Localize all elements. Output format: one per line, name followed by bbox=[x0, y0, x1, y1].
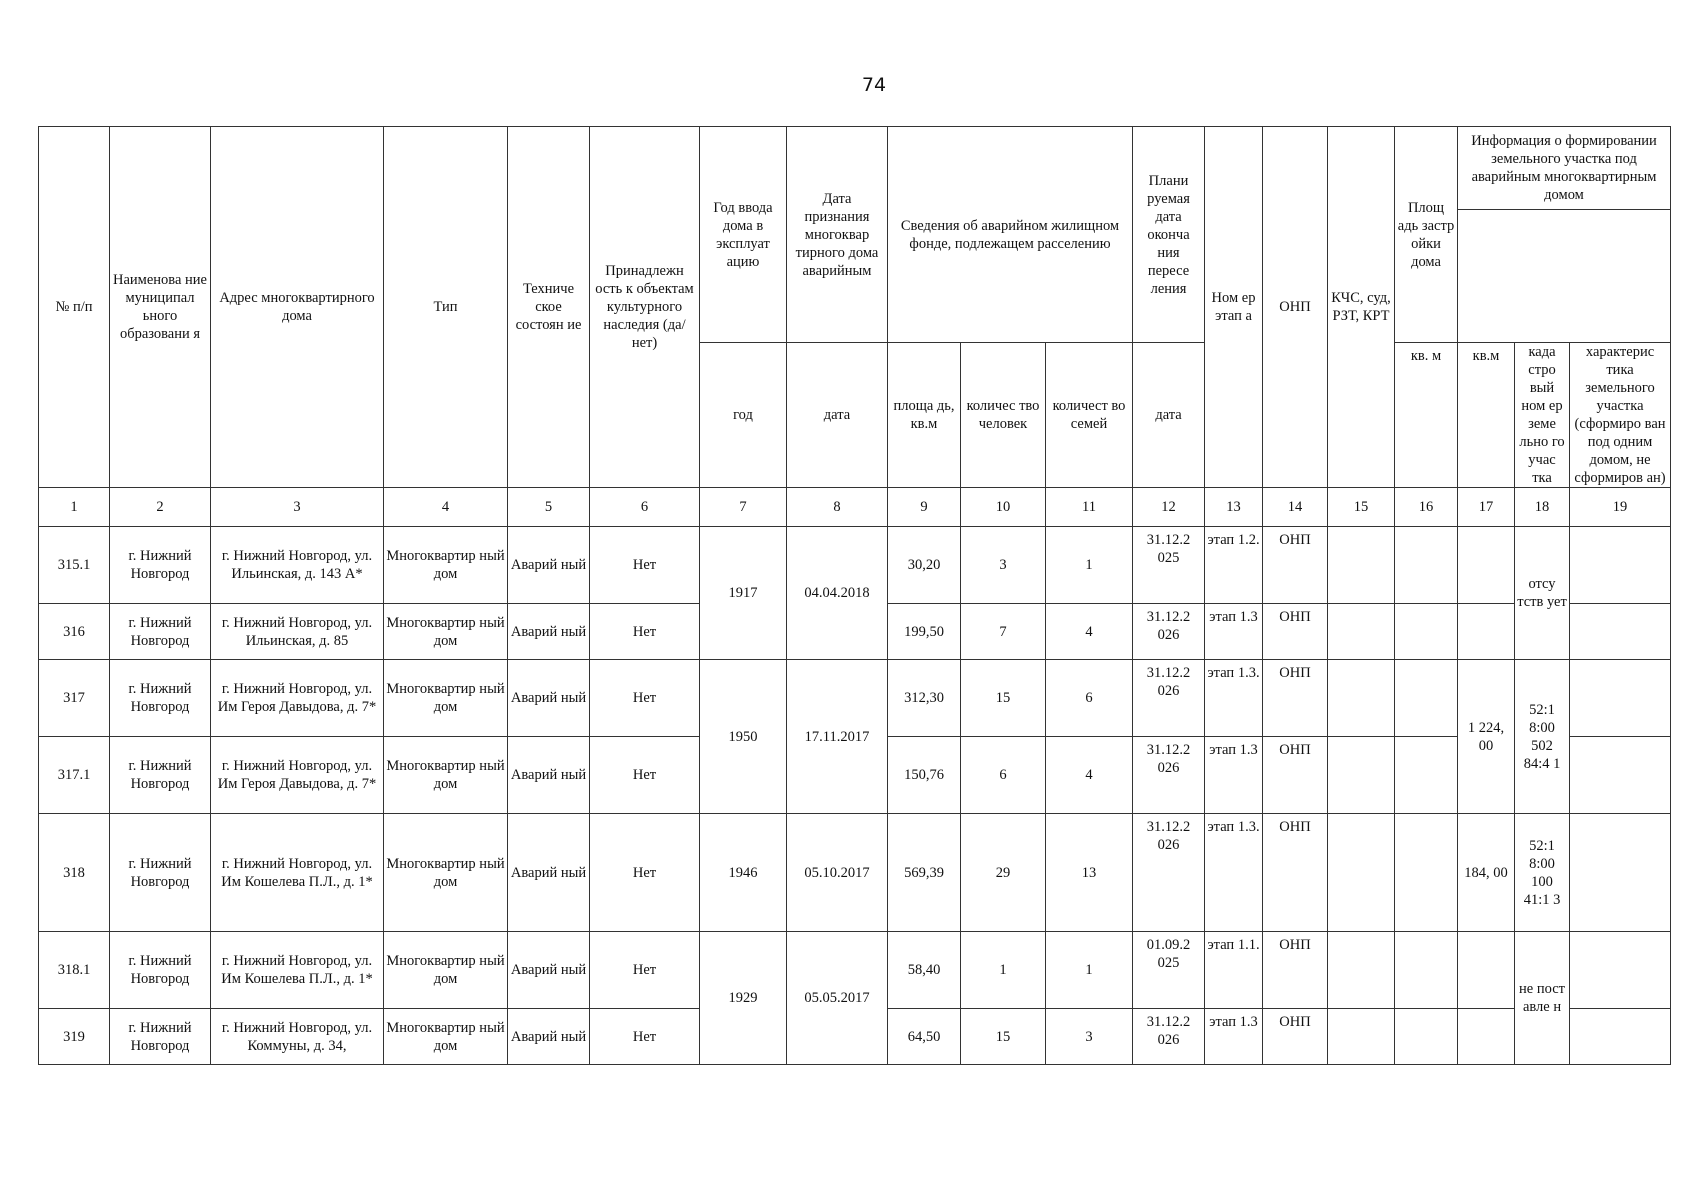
cell-planned-date: 31.12.2 026 bbox=[1133, 737, 1205, 814]
table-row bbox=[39, 527, 1671, 604]
cell-plot-area bbox=[1458, 932, 1515, 1009]
cell-type: Многоквартир ный дом bbox=[384, 1009, 508, 1065]
cell-municipality: г. Нижний Новгород bbox=[110, 814, 211, 932]
header-sub-date: дата bbox=[787, 343, 888, 488]
header-sub-plot-area: кв.м bbox=[1458, 343, 1515, 488]
cell-families: 1 bbox=[1046, 932, 1133, 1009]
cell-state: Аварий ный bbox=[508, 737, 590, 814]
header-kchs: КЧС, суд, РЗТ, КРТ bbox=[1328, 127, 1395, 488]
cell-onp: ОНП bbox=[1263, 814, 1328, 932]
emergency-housing-table bbox=[38, 126, 1671, 1065]
cell-num: 315.1 bbox=[39, 527, 110, 604]
cell-stage: этап 1.1. bbox=[1205, 932, 1263, 1009]
cell-address: г. Нижний Новгород, ул. Им Кошелева П.Л., д. 1* bbox=[211, 814, 384, 932]
cell-plot-characteristic bbox=[1570, 660, 1671, 737]
column-number: 13 bbox=[1205, 488, 1263, 527]
table-row bbox=[39, 814, 1671, 932]
cell-stage: этап 1.3 bbox=[1205, 737, 1263, 814]
cell-heritage: Нет bbox=[590, 660, 700, 737]
cell-plot-area bbox=[1458, 1009, 1515, 1065]
cell-area: 30,20 bbox=[888, 527, 961, 604]
cell-recognition-date: 05.05.2017 bbox=[787, 932, 888, 1065]
header-plot-characteristic: характерис тика земельного участка (сформиро ван под одним домом, не сформиров ан) bbox=[1570, 343, 1671, 488]
cell-planned-date: 31.12.2 026 bbox=[1133, 660, 1205, 737]
cell-planned-date: 31.12.2 026 bbox=[1133, 604, 1205, 660]
header-sub-families: количест во семей bbox=[1046, 343, 1133, 488]
cell-onp: ОНП bbox=[1263, 604, 1328, 660]
table-row bbox=[39, 660, 1671, 737]
column-number: 2 bbox=[110, 488, 211, 527]
cell-stage: этап 1.3 bbox=[1205, 1009, 1263, 1065]
cell-plot-characteristic bbox=[1570, 932, 1671, 1009]
cell-type: Многоквартир ный дом bbox=[384, 737, 508, 814]
header-planned-date: Плани руемая дата оконча ния пересе ления bbox=[1133, 127, 1205, 343]
table-header bbox=[39, 127, 1671, 527]
cell-address: г. Нижний Новгород, ул. Ильинская, д. 143 А* bbox=[211, 527, 384, 604]
cell-planned-date: 31.12.2 026 bbox=[1133, 1009, 1205, 1065]
cell-onp: ОНП bbox=[1263, 1009, 1328, 1065]
column-number: 6 bbox=[590, 488, 700, 527]
cell-address: г. Нижний Новгород, ул. Им Кошелева П.Л., д. 1* bbox=[211, 932, 384, 1009]
cell-municipality: г. Нижний Новгород bbox=[110, 932, 211, 1009]
cell-plot-characteristic bbox=[1570, 1009, 1671, 1065]
header-num: № п/п bbox=[39, 127, 110, 488]
cell-type: Многоквартир ный дом bbox=[384, 814, 508, 932]
header-plot-info: Информация о формировании земельного участка под аварийным многоквартирным домом bbox=[1458, 127, 1670, 210]
cell-people: 7 bbox=[961, 604, 1046, 660]
cell-heritage: Нет bbox=[590, 604, 700, 660]
cell-onp: ОНП bbox=[1263, 527, 1328, 604]
cell-onp: ОНП bbox=[1263, 737, 1328, 814]
cell-families: 6 bbox=[1046, 660, 1133, 737]
cell-plot-characteristic bbox=[1570, 737, 1671, 814]
cell-plot-area: 184, 00 bbox=[1458, 814, 1515, 932]
cell-stage: этап 1.2. bbox=[1205, 527, 1263, 604]
cell-plot-characteristic bbox=[1570, 527, 1671, 604]
cell-people: 15 bbox=[961, 1009, 1046, 1065]
header-sub-area: площа дь, кв.м bbox=[888, 343, 961, 488]
cell-state: Аварий ный bbox=[508, 932, 590, 1009]
cell-area: 58,40 bbox=[888, 932, 961, 1009]
cell-type: Многоквартир ный дом bbox=[384, 527, 508, 604]
cell-cadastral: отсу тств ует bbox=[1515, 527, 1570, 660]
cell-state: Аварий ный bbox=[508, 604, 590, 660]
column-number: 17 bbox=[1458, 488, 1515, 527]
header-sub-people: количес тво человек bbox=[961, 343, 1046, 488]
cell-onp: ОНП bbox=[1263, 932, 1328, 1009]
cell-heritage: Нет bbox=[590, 527, 700, 604]
cell-people: 3 bbox=[961, 527, 1046, 604]
cell-plot-characteristic bbox=[1570, 604, 1671, 660]
table-row bbox=[39, 932, 1671, 1009]
cell-families: 13 bbox=[1046, 814, 1133, 932]
header-onp: ОНП bbox=[1263, 127, 1328, 488]
cell-num: 316 bbox=[39, 604, 110, 660]
cell-num: 319 bbox=[39, 1009, 110, 1065]
cell-address: г. Нижний Новгород, ул. Им Героя Давыдова, д. 7* bbox=[211, 737, 384, 814]
header-heritage: Принадлежн ость к объектам культурного наследия (да/нет) bbox=[590, 127, 700, 488]
header-year: Год ввода дома в эксплуат ацию bbox=[700, 127, 787, 343]
cell-year: 1946 bbox=[700, 814, 787, 932]
cell-area: 569,39 bbox=[888, 814, 961, 932]
cell-stage: этап 1.3. bbox=[1205, 814, 1263, 932]
cell-num: 317 bbox=[39, 660, 110, 737]
cell-heritage: Нет bbox=[590, 1009, 700, 1065]
header-municipality: Наименова ние муниципал ьного образовани я bbox=[110, 127, 211, 488]
cell-municipality: г. Нижний Новгород bbox=[110, 737, 211, 814]
header-sub-planned-date: дата bbox=[1133, 343, 1205, 488]
cell-recognition-date: 04.04.2018 bbox=[787, 527, 888, 660]
cell-families: 4 bbox=[1046, 604, 1133, 660]
cell-cadastral: 52:1 8:00 100 41:1 3 bbox=[1515, 814, 1570, 932]
cell-area: 199,50 bbox=[888, 604, 961, 660]
column-number: 16 bbox=[1395, 488, 1458, 527]
cell-building-area bbox=[1395, 814, 1458, 932]
column-number: 14 bbox=[1263, 488, 1328, 527]
cell-kchs bbox=[1328, 527, 1395, 604]
cell-kchs bbox=[1328, 604, 1395, 660]
cell-type: Многоквартир ный дом bbox=[384, 932, 508, 1009]
column-number: 19 bbox=[1570, 488, 1671, 527]
header-plot-info-group bbox=[1458, 127, 1671, 343]
cell-state: Аварий ный bbox=[508, 527, 590, 604]
cell-num: 317.1 bbox=[39, 737, 110, 814]
header-tech-state: Техниче ское состоян ие bbox=[508, 127, 590, 488]
column-number: 15 bbox=[1328, 488, 1395, 527]
cell-kchs bbox=[1328, 737, 1395, 814]
cell-plot-area bbox=[1458, 527, 1515, 604]
cell-stage: этап 1.3. bbox=[1205, 660, 1263, 737]
cell-cadastral: не пост авле н bbox=[1515, 932, 1570, 1065]
cell-state: Аварий ный bbox=[508, 1009, 590, 1065]
cell-plot-characteristic bbox=[1570, 814, 1671, 932]
cell-address: г. Нижний Новгород, ул. Ильинская, д. 85 bbox=[211, 604, 384, 660]
cell-planned-date: 31.12.2 026 bbox=[1133, 814, 1205, 932]
cell-heritage: Нет bbox=[590, 932, 700, 1009]
cell-cadastral: 52:1 8:00 502 84:4 1 bbox=[1515, 660, 1570, 814]
cell-onp: ОНП bbox=[1263, 660, 1328, 737]
cell-kchs bbox=[1328, 660, 1395, 737]
cell-planned-date: 01.09.2 025 bbox=[1133, 932, 1205, 1009]
cell-building-area bbox=[1395, 527, 1458, 604]
cell-recognition-date: 17.11.2017 bbox=[787, 660, 888, 814]
cell-recognition-date: 05.10.2017 bbox=[787, 814, 888, 932]
cell-year: 1929 bbox=[700, 932, 787, 1065]
header-sub-year: год bbox=[700, 343, 787, 488]
cell-families: 3 bbox=[1046, 1009, 1133, 1065]
header-stage: Ном ер этап а bbox=[1205, 127, 1263, 488]
cell-people: 15 bbox=[961, 660, 1046, 737]
cell-heritage: Нет bbox=[590, 737, 700, 814]
cell-num: 318 bbox=[39, 814, 110, 932]
cell-people: 1 bbox=[961, 932, 1046, 1009]
cell-families: 4 bbox=[1046, 737, 1133, 814]
cell-building-area bbox=[1395, 737, 1458, 814]
cell-area: 150,76 bbox=[888, 737, 961, 814]
cell-plot-area: 1 224, 00 bbox=[1458, 660, 1515, 814]
cell-building-area bbox=[1395, 660, 1458, 737]
cell-kchs bbox=[1328, 814, 1395, 932]
cell-type: Многоквартир ный дом bbox=[384, 604, 508, 660]
column-number: 1 bbox=[39, 488, 110, 527]
cell-municipality: г. Нижний Новгород bbox=[110, 660, 211, 737]
column-number: 7 bbox=[700, 488, 787, 527]
header-building-area: Площ адь застр ойки дома bbox=[1395, 127, 1458, 343]
column-number-row bbox=[39, 488, 1671, 527]
cell-year: 1917 bbox=[700, 527, 787, 660]
column-number: 9 bbox=[888, 488, 961, 527]
table-body bbox=[39, 527, 1671, 1065]
cell-stage: этап 1.3 bbox=[1205, 604, 1263, 660]
header-cadastral: када стро вый ном ер земе льно го учас тка bbox=[1515, 343, 1570, 488]
cell-kchs bbox=[1328, 932, 1395, 1009]
cell-address: г. Нижний Новгород, ул. Им Героя Давыдова, д. 7* bbox=[211, 660, 384, 737]
column-number: 8 bbox=[787, 488, 888, 527]
cell-area: 64,50 bbox=[888, 1009, 961, 1065]
cell-families: 1 bbox=[1046, 527, 1133, 604]
cell-heritage: Нет bbox=[590, 814, 700, 932]
cell-people: 29 bbox=[961, 814, 1046, 932]
cell-building-area bbox=[1395, 932, 1458, 1009]
header-type: Тип bbox=[384, 127, 508, 488]
cell-type: Многоквартир ный дом bbox=[384, 660, 508, 737]
cell-num: 318.1 bbox=[39, 932, 110, 1009]
cell-state: Аварий ный bbox=[508, 814, 590, 932]
header-address: Адрес многоквартирного дома bbox=[211, 127, 384, 488]
cell-municipality: г. Нижний Новгород bbox=[110, 604, 211, 660]
column-number: 18 bbox=[1515, 488, 1570, 527]
cell-people: 6 bbox=[961, 737, 1046, 814]
header-recognition-date: Дата признания многоквар тирного дома аварийным bbox=[787, 127, 888, 343]
column-number: 11 bbox=[1046, 488, 1133, 527]
cell-year: 1950 bbox=[700, 660, 787, 814]
cell-address: г. Нижний Новгород, ул. Коммуны, д. 34, bbox=[211, 1009, 384, 1065]
cell-state: Аварий ный bbox=[508, 660, 590, 737]
cell-municipality: г. Нижний Новгород bbox=[110, 1009, 211, 1065]
cell-planned-date: 31.12.2 025 bbox=[1133, 527, 1205, 604]
column-number: 5 bbox=[508, 488, 590, 527]
cell-plot-area bbox=[1458, 604, 1515, 660]
cell-area: 312,30 bbox=[888, 660, 961, 737]
cell-municipality: г. Нижний Новгород bbox=[110, 527, 211, 604]
column-number: 10 bbox=[961, 488, 1046, 527]
column-number: 4 bbox=[384, 488, 508, 527]
header-fund-info: Сведения об аварийном жилищном фонде, подлежащем расселению bbox=[888, 127, 1133, 343]
page-number: 74 bbox=[861, 74, 887, 96]
column-number: 3 bbox=[211, 488, 384, 527]
cell-building-area bbox=[1395, 1009, 1458, 1065]
header-sub-building-area: кв. м bbox=[1395, 343, 1458, 488]
cell-building-area bbox=[1395, 604, 1458, 660]
column-number: 12 bbox=[1133, 488, 1205, 527]
cell-kchs bbox=[1328, 1009, 1395, 1065]
